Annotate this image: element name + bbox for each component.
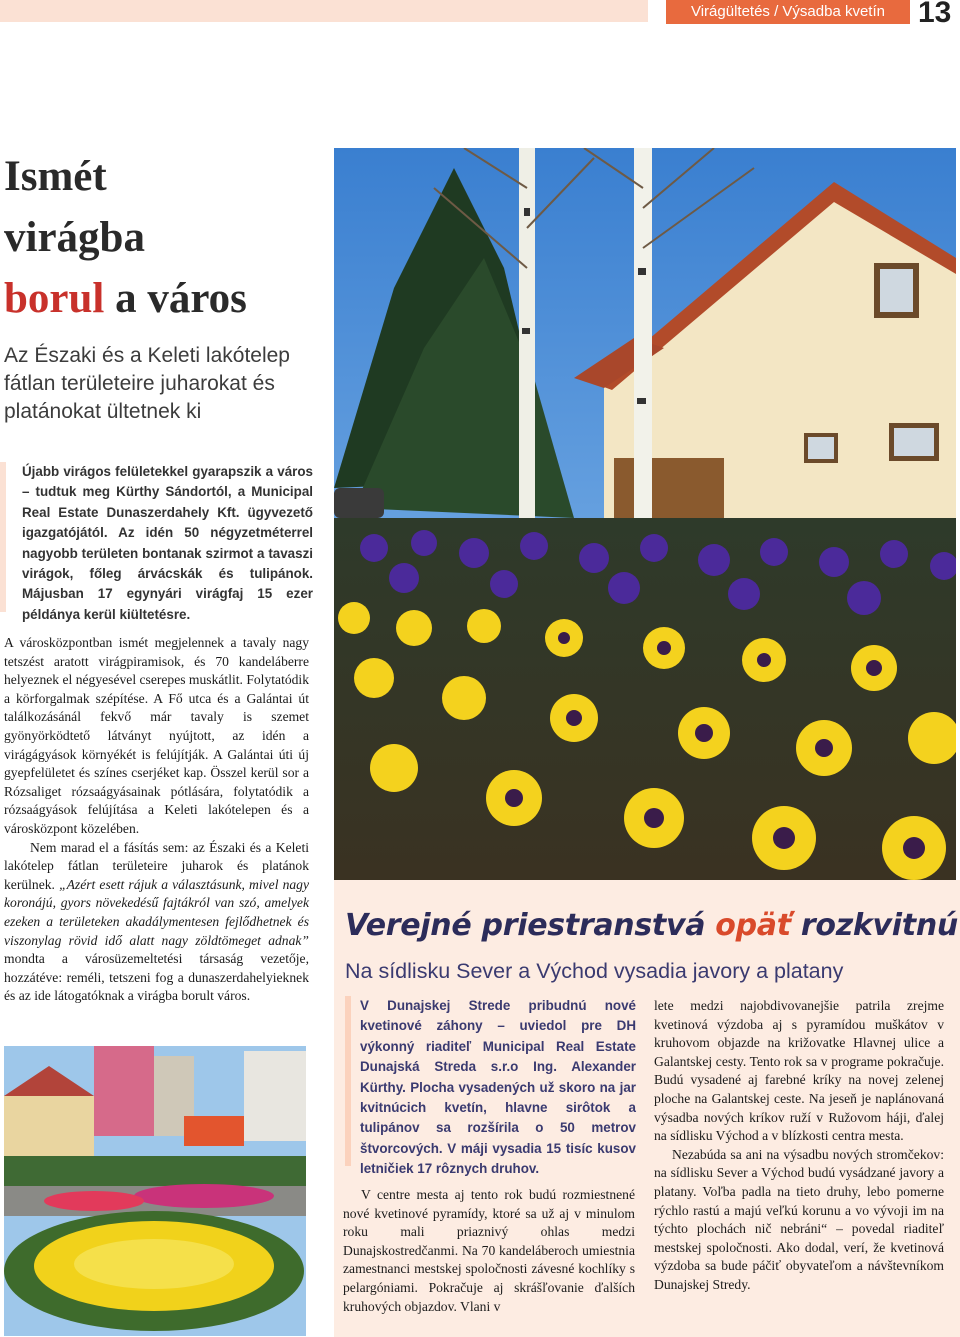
sk-body-paragraph: Nezabúda sa ani na výsadbu nových stromčekov: na sídlisku Sever a Východ budú vysádzané javory a platany. Voľba padla na tieto druhy, lebo pomerne rýchlo rastú a majú veľkú korunu a vo vývoji im na týchto plochách nič nebráni“ – povedal riaditeľ mestskej spoločnosti. Ako dodal, verí, že kvetinová výzdoba sa bude páčiť obyvateľom a návštevníkom Dunajskej Stredy.	[654, 1146, 944, 1292]
sk-headline	[345, 906, 958, 946]
sk-body-paragraph: V centre mesta aj tento rok budú rozmiestnené nové kvetinové pyramídy, ktoré sa už aj v minulom roku mali priaznivý ohlas medzi Dunajskostredčanmi. Na 70 kandeláberoch umiestnia zamestnanci mestskej spoločnosti závesné kochlíky s pelargóniami. Pokračuje aj skrášľovanie ďalších kruhových objazdov. Vlani v	[343, 1187, 635, 1314]
hu-body-paragraph	[4, 839, 309, 1006]
hu-headline-accent: borul	[4, 275, 105, 322]
header-band	[0, 0, 648, 22]
sk-body-column-2	[654, 997, 944, 1295]
hu-body-text-start: Nem marad el a fásítás sem: az Északi és a Keleti lakótelep fátlan területeire juharok és platánok kerülnek.	[4, 839, 309, 892]
sk-headline-main: Verejné priestranstvá	[345, 908, 716, 943]
hu-body-text	[4, 634, 309, 1006]
hu-headline-line3: a város	[104, 275, 247, 322]
hu-headline	[4, 146, 334, 329]
hu-lead-bar	[0, 462, 6, 612]
page-number: 13	[918, 0, 952, 29]
sk-headline-end: rozkvitnú	[790, 908, 958, 943]
hu-body-quote: „Azért esett rájuk a választásunk, mivel nagy koronájú, gyors növekedésű fajtákról van szó, amelyek ezeken a területeken akadálymentesen fejlődhetnek és viszonylag rövid idő alatt nagy zöldtömeget adnak”	[4, 876, 309, 948]
sk-headline-accent: opäť	[715, 908, 791, 943]
hu-headline-line1: Ismét	[4, 153, 107, 200]
main-photo	[334, 148, 956, 880]
sk-subheadline: Na sídlisku Sever a Východ vysadia javory a platany	[345, 959, 844, 983]
small-photo	[4, 1046, 306, 1336]
hu-body-text-end: mondta a városüzemeltetési társaság vezetője, hozzátéve: reméli, tetszeni fog a dunaszerdahelyieknek és az ide látogatóknak a virágba borult város.	[4, 951, 309, 1004]
hu-headline-line2: virágba	[4, 214, 145, 261]
sk-lead-paragraph: V Dunajskej Strede pribudnú nové kvetinové záhony – uviedol pre DH výkonný riaditeľ Municipal Real Estate Dunajská Streda s.r.o Ing. Alexander Kürthy. Plocha vysadených už skoro na jar kvitnúcich kvetín, hlavne sirôtok a tulipánov sa rozšírila o 50 metrov štvorcových. V máji vysadia 15 tisíc kusov letničiek 17 rôznych druhov.	[360, 998, 636, 1177]
sk-lead-bar	[345, 996, 351, 1166]
sk-body-paragraph: lete medzi najobdivovanejšie patrila zrejme kvetinová výzdoba aj s pyramídou muškátov v kruhovom objazde na križovatke Hlavnej ulice a Galantskej cesty. Tento rok sa v programe pokračuje. Budú vysadené aj farebné kríky na novej zelenej ploche na Galantskej ceste. Na jeseň je naplánovaná výsadba nových kríkov ruží v Ružovom háji, ďalej na sídlisku Východ a v blízkosti centra mesta.	[654, 998, 944, 1144]
section-label: Virágültetés / Výsadba kvetín	[666, 0, 910, 24]
hu-subheadline: Az Északi és a Keleti lakótelep fátlan területeire juharokat és platánokat ültetnek ki	[4, 344, 290, 423]
hu-lead-paragraph: Újabb virágos felületekkel gyarapszik a város – tudtuk meg Kürthy Sándortól, a Municipal Real Estate Dunaszerdahely Kft. ügyvezető igazgatójától. Az idén 50 négyzetméterrel nagyobb területen bontanak szirmot a tavaszi virágok, főleg árvácskák és tulipánok. Májusban 17 egynyári virágfaj 15 ezer példánya kerül kiültetésre.	[22, 464, 313, 622]
hu-body-paragraph: A városközpontban ismét megjelennek a tavaly nagy tetszést aratott virágpiramisok, és 70 kandeláberre helyeznek el négyesével cserepes muskátlit. Folytatódik a körforgalmak szépítése. A Fő utca és a Galántai út találkozásánál fekvő már tavaly is szemet gyönyörködtető látványt nyújtott, az idén a virágágyások környékét is felújítják. A Galántai úti új gyepfelületet és színes cserjéket kap. Összel kerül sor a Rózsaliget rózsaágyásainak pótlására, folytatódik a rózsaágyások felújítása a Keleti lakótelepen és a városközpont közelében.	[4, 635, 310, 836]
sk-body-column-1	[343, 1186, 635, 1316]
